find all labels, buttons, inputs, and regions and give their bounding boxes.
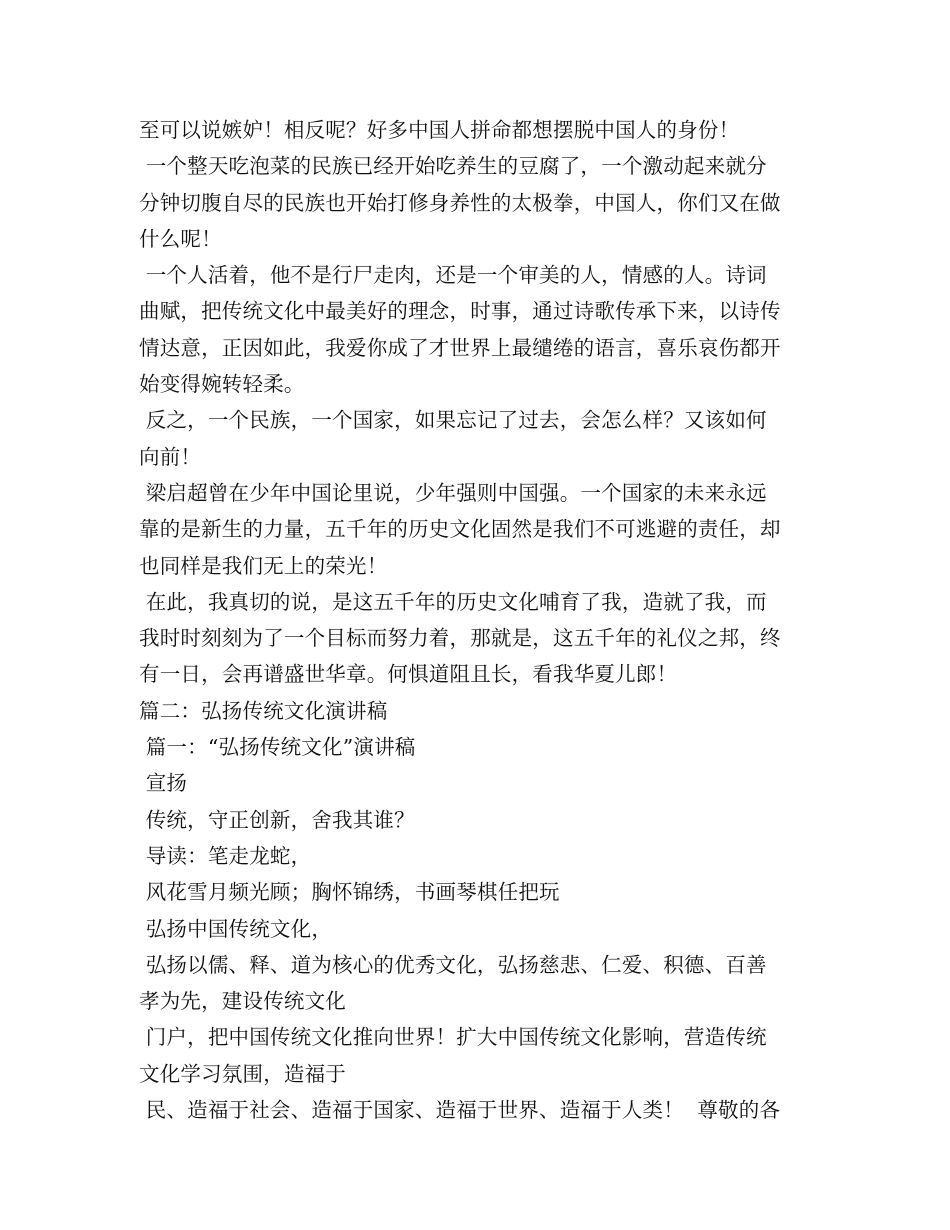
text-line-22: 风花雪月频光顾；胸怀锦绣，书画琴棋任把玩: [139, 880, 560, 905]
text-line-15: 我时时刻刻为了一个目标而努力着，那就是，这五千年的礼仪之邦，终: [139, 626, 781, 651]
text-line-19: 宣扬: [139, 771, 188, 796]
text-line-10: 向前！: [139, 444, 202, 469]
text-line-24: 弘扬以儒、释、道为核心的优秀文化，弘扬慈悲、仁爱、积德、百善: [139, 952, 767, 977]
text-line-14: 在此，我真切的说，是这五千年的历史文化哺育了我，造就了我，而: [139, 589, 767, 614]
text-line-3: 分钟切腹自尽的民族也开始打修身养性的太极拳，中国人，你们又在做: [139, 190, 781, 215]
text-line-25: 孝为先，建设传统文化: [139, 989, 346, 1014]
text-line-9: 反之，一个民族，一个国家，如果忘记了过去，会怎么样？又该如何: [139, 408, 767, 433]
section-heading: 篇二：弘扬传统文化演讲稿: [139, 698, 388, 723]
text-line-23: 弘扬中国传统文化，: [139, 916, 333, 941]
text-line-1: 至可以说嫉妒！相反呢？好多中国人拼命都想摆脱中国人的身份！: [139, 118, 740, 142]
text-line-21: 导读：笔走龙蛇，: [139, 843, 312, 868]
document-text-body: [139, 112, 815, 1128]
text-line-26: 门户，把中国传统文化推向世界！扩大中国传统文化影响，营造传统: [139, 1025, 767, 1050]
text-line-5: 一个人活着，他不是行尸走肉，还是一个审美的人，情感的人。诗词: [139, 263, 767, 288]
text-line-6: 曲赋，把传统文化中最美好的理念，时事，通过诗歌传承下来，以诗传: [139, 299, 781, 324]
text-line-8: 始变得婉转轻柔。: [139, 372, 305, 397]
text-line-20: 传统，守正创新，舍我其谁？: [139, 807, 415, 832]
text-line-7: 情达意，正因如此，我爱你成了才世界上最缱绻的语言，喜乐哀伤都开: [139, 335, 781, 360]
text-line-28: 民、造福于社会、造福于国家、造福于世界、造福于人类！ 尊敬的各: [139, 1098, 781, 1123]
text-line-16: 有一日，会再谱盛世华章。何惧道阻且长，看我华夏儿郎！: [139, 662, 678, 687]
text-line-27: 文化学习氛围，造福于: [139, 1061, 346, 1086]
text-line-12: 靠的是新生的力量，五千年的历史文化固然是我们不可逃避的责任，却: [139, 517, 781, 542]
text-line-13: 也同样是我们无上的荣光！: [139, 553, 388, 578]
text-line-11: 梁启超曾在少年中国论里说，少年强则中国强。一个国家的未来永远: [139, 480, 767, 505]
text-line-18: 篇一：“弘扬传统文化”演讲稿: [139, 735, 416, 760]
text-line-2: 一个整天吃泡菜的民族已经开始吃养生的豆腐了，一个激动起来就分: [139, 154, 767, 179]
text-line-4: 什么呢！: [139, 226, 222, 251]
